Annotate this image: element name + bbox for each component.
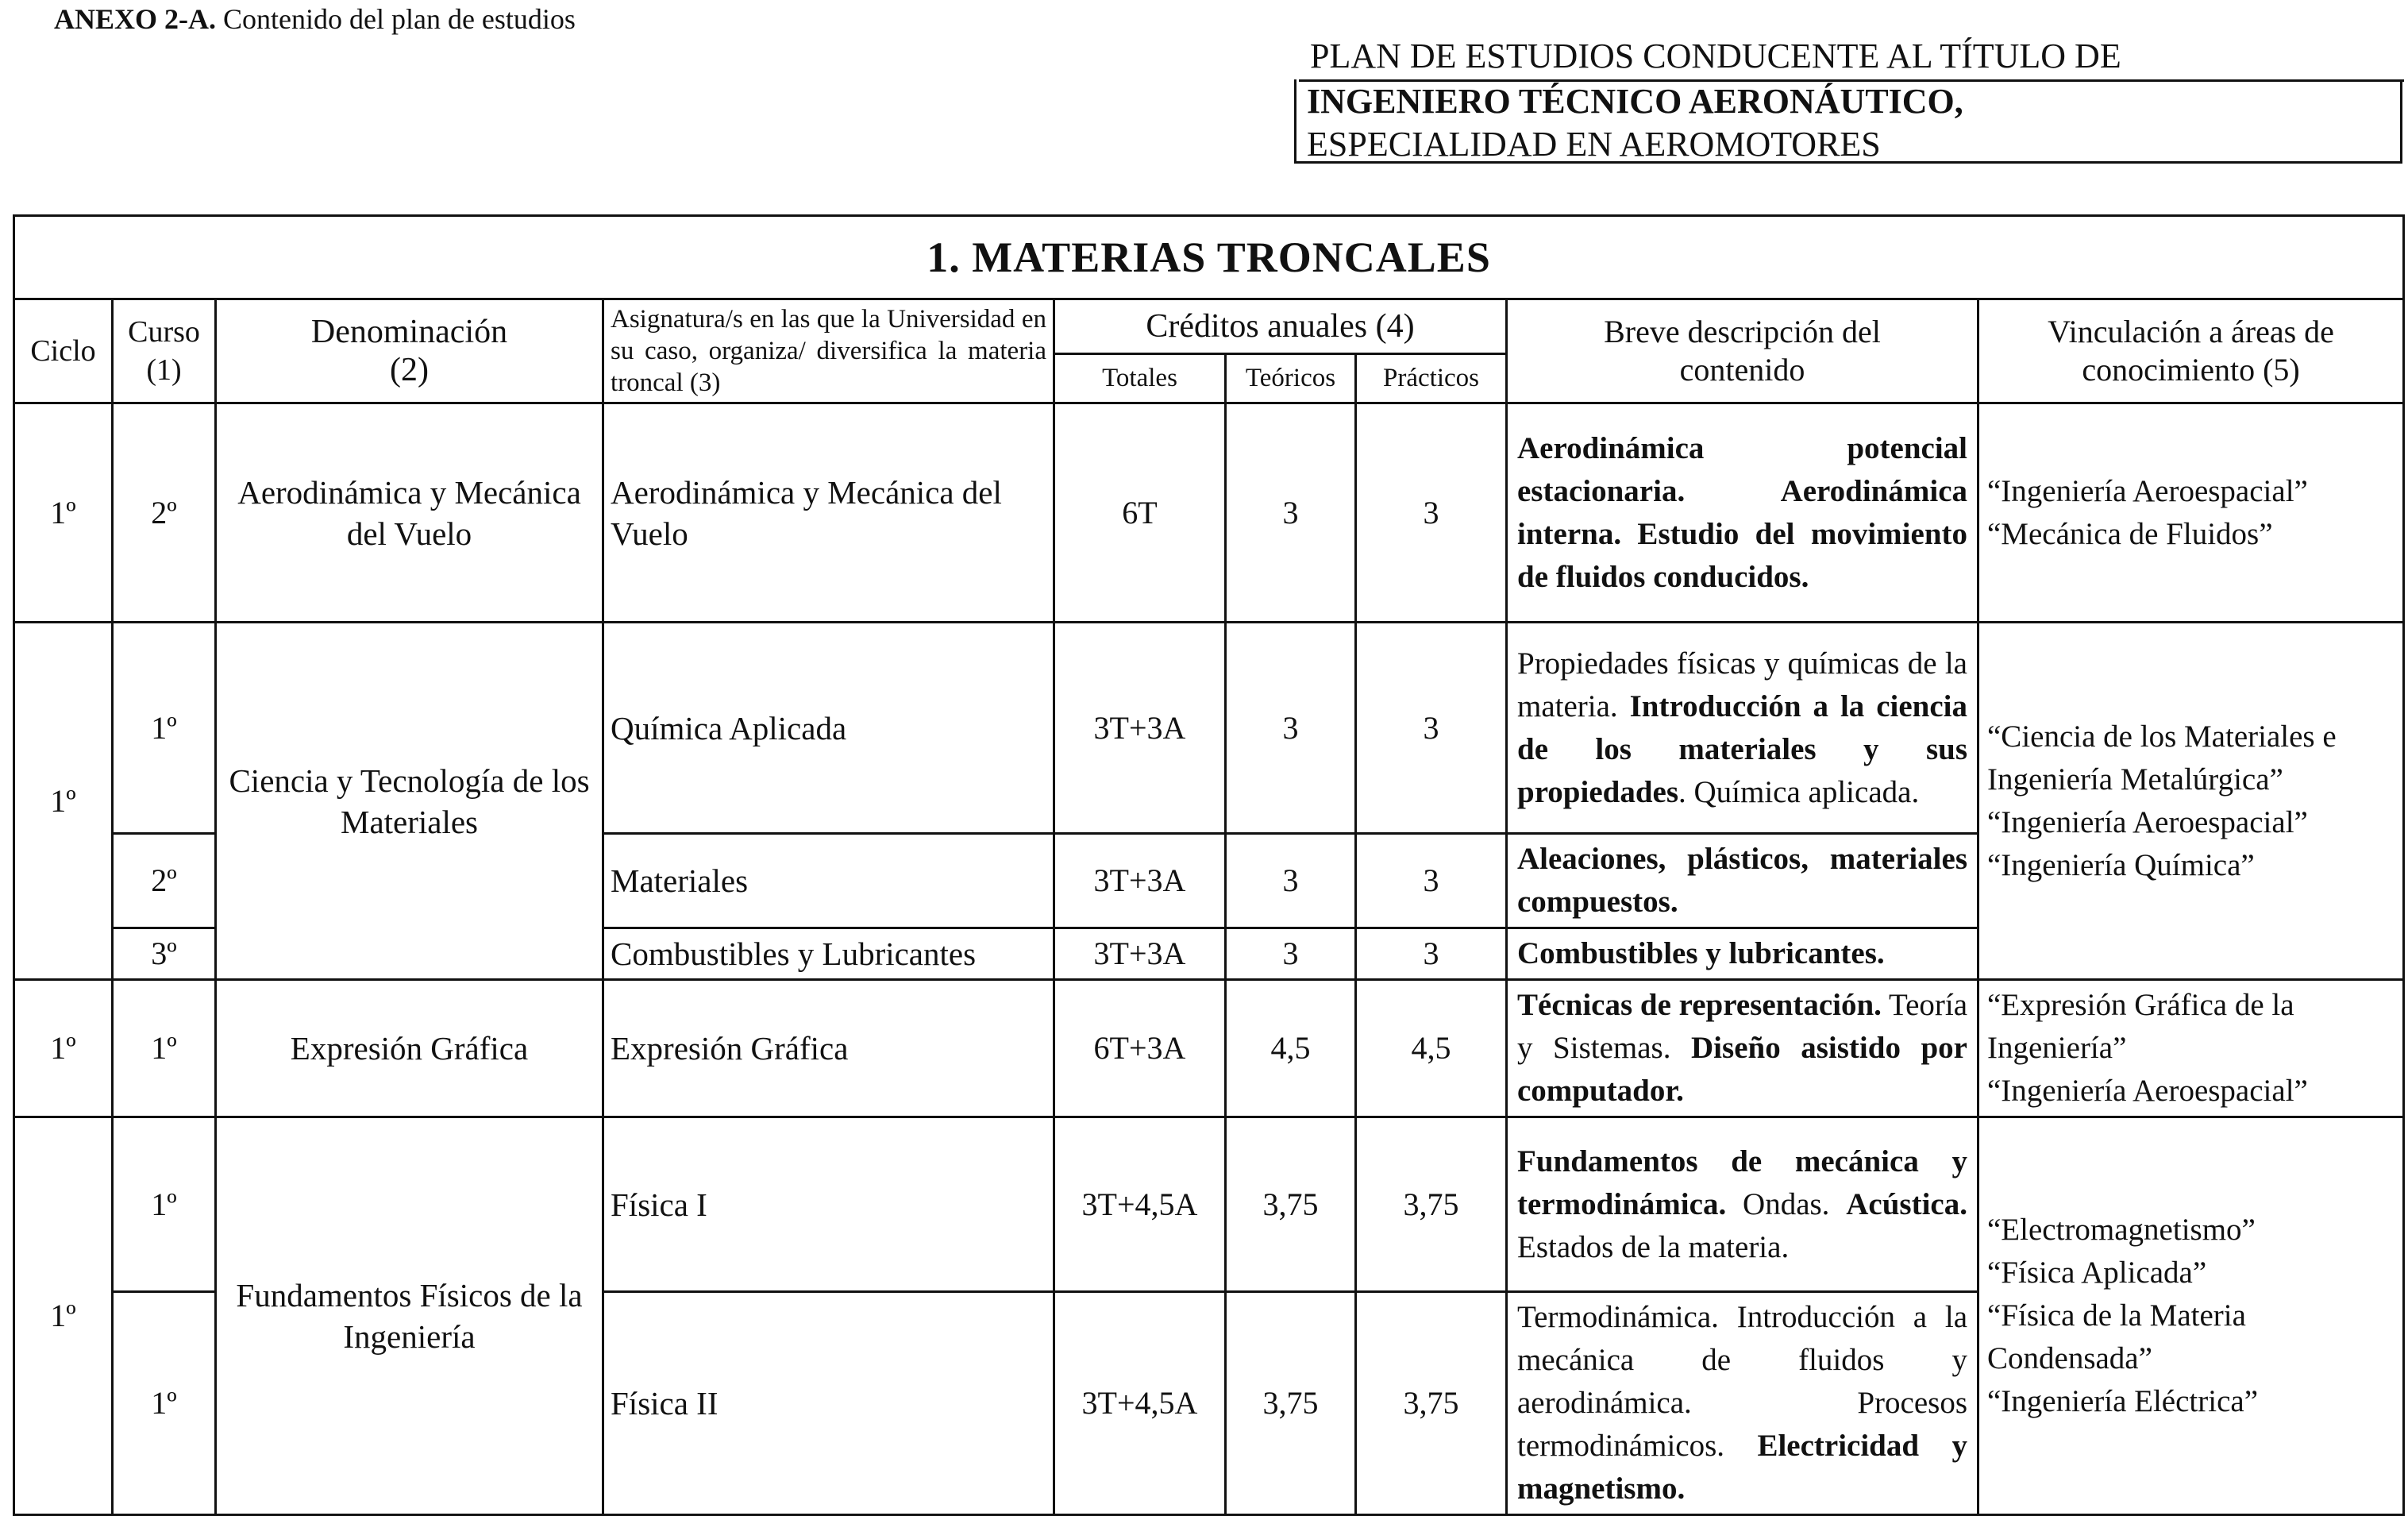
asignatura-cell: Química Aplicada — [603, 623, 1054, 834]
descripcion-text: Aerodinámica potencial estacionaria. Aerodinámica interna. Estudio del movimiento de fluidos conducidos. — [1517, 430, 1967, 594]
asignatura-cell: Combustibles y Lubricantes — [603, 928, 1054, 980]
teoricos-cell: 3 — [1226, 928, 1356, 980]
totales-cell: 6T — [1054, 403, 1226, 623]
totales-cell: 6T+3A — [1054, 980, 1226, 1117]
title-row — [14, 216, 2404, 299]
vinculacion-area: “Ingeniería Aeroespacial” — [1987, 473, 2308, 508]
descripcion-cell — [1507, 928, 1978, 980]
asignatura-cell: Física II — [603, 1292, 1054, 1515]
vinculacion-area: “Expresión Gráfica de la Ingeniería” — [1987, 988, 2294, 1065]
ciclo-cell: 1º — [14, 623, 113, 980]
vinculacion-cell — [1978, 1117, 2404, 1515]
curso-cell: 1º — [113, 1292, 216, 1515]
descripcion-cell — [1507, 1292, 1978, 1515]
ciclo-cell: 1º — [14, 1117, 113, 1515]
vinculacion-area: “Ingeniería Aeroespacial” — [1987, 804, 2308, 839]
descripcion-text: Termodinámica. Introducción a la mecánica de fluidos y aerodinámica. Procesos termodinámicos. — [1517, 1300, 1967, 1463]
col-practicos-header: Prácticos — [1356, 353, 1507, 403]
teoricos-cell: 3 — [1226, 403, 1356, 623]
teoricos-cell: 3,75 — [1226, 1117, 1356, 1292]
practicos-cell: 4,5 — [1356, 980, 1507, 1117]
col-ciclo-header: Ciclo — [14, 299, 113, 403]
header-row-1 — [14, 299, 2404, 354]
vinculacion-area: “Física Aplicada” — [1987, 1256, 2207, 1290]
col-creditos-header: Créditos anuales (4) — [1054, 299, 1507, 354]
descripcion-text: Teoría y Sistemas. — [1517, 988, 1968, 1065]
practicos-cell: 3 — [1356, 623, 1507, 834]
col-denominacion-note: (2) — [390, 352, 429, 388]
vinculacion-area: “Ingeniería Eléctrica” — [1987, 1384, 2259, 1418]
vinculacion-area: “Física de la Materia Condensada” — [1987, 1298, 2246, 1375]
practicos-cell: 3 — [1356, 403, 1507, 623]
descripcion-cell — [1507, 623, 1978, 834]
vinculacion-area: “Mecánica de Fluidos” — [1987, 516, 2273, 551]
col-asignatura-header: Asignatura/s en las que la Universidad en su caso, organiza/ diversifica la materia troncal (3) — [603, 299, 1054, 403]
descripcion-cell — [1507, 980, 1978, 1117]
practicos-cell: 3 — [1356, 928, 1507, 980]
descripcion-text: Introducción a la ciencia de los materiales y sus propiedades — [1517, 689, 1967, 809]
practicos-cell: 3 — [1356, 834, 1507, 928]
col-denominacion-label: Denominación — [310, 314, 508, 350]
totales-cell: 3T+4,5A — [1054, 1117, 1226, 1292]
descripcion-text: . Química aplicada. — [1678, 774, 1920, 809]
denominacion-cell: Ciencia y Tecnología de los Materiales — [216, 623, 603, 980]
vinculacion-cell — [1978, 980, 2404, 1117]
curso-cell: 1º — [113, 980, 216, 1117]
vinculacion-area: “Electromagnetismo” — [1987, 1213, 2256, 1247]
curso-cell: 3º — [113, 928, 216, 980]
totales-cell: 3T+4,5A — [1054, 1292, 1226, 1515]
plan-title-degree: INGENIERO TÉCNICO AERONÁUTICO, — [1307, 82, 1963, 121]
descripcion-text: Acústica. — [1846, 1186, 1967, 1221]
denominacion-cell: Expresión Gráfica — [216, 980, 603, 1117]
curso-cell: 1º — [113, 623, 216, 834]
descripcion-text: Propiedades físicas y químicas de la materia. — [1517, 646, 1967, 723]
descripcion-text: Estados de la materia. — [1517, 1229, 1790, 1264]
table-row — [14, 1117, 2404, 1292]
ciclo-cell: 1º — [14, 403, 113, 623]
teoricos-cell: 3 — [1226, 834, 1356, 928]
asignatura-cell: Física I — [603, 1117, 1054, 1292]
denominacion-cell: Aerodinámica y Mecánica del Vuelo — [216, 403, 603, 623]
asignatura-cell: Expresión Gráfica — [603, 980, 1054, 1117]
col-teoricos-header: Teóricos — [1226, 353, 1356, 403]
denominacion-cell: Fundamentos Físicos de la Ingeniería — [216, 1117, 603, 1515]
plan-title-specialty: ESPECIALIDAD EN AEROMOTORES — [1307, 125, 1881, 164]
vinculacion-area: “Ingeniería Química” — [1987, 847, 2255, 882]
col-denominacion-header — [216, 299, 603, 403]
curso-cell: 2º — [113, 834, 216, 928]
descripcion-cell — [1507, 834, 1978, 928]
practicos-cell: 3,75 — [1356, 1292, 1507, 1515]
descripcion-text: Electricidad y magnetismo. — [1517, 1429, 1967, 1506]
totales-cell: 3T+3A — [1054, 928, 1226, 980]
vinculacion-area: “Ciencia de los Materiales e Ingeniería Metalúrgica” — [1987, 719, 2337, 797]
annex-subtitle: Contenido del plan de estudios — [216, 3, 576, 35]
asignatura-cell: Materiales — [603, 834, 1054, 928]
table-row — [14, 403, 2404, 623]
table-row — [14, 623, 2404, 834]
descripcion-text: Ondas. — [1726, 1186, 1847, 1221]
col-curso-note: (1) — [146, 353, 182, 387]
descripcion-cell — [1507, 1117, 1978, 1292]
table-row — [14, 980, 2404, 1117]
descripcion-text: Diseño asistido por computador. — [1517, 1031, 1967, 1108]
descripcion-cell — [1507, 403, 1978, 623]
descripcion-text: Combustibles y lubricantes. — [1517, 936, 1885, 970]
totales-cell: 3T+3A — [1054, 834, 1226, 928]
teoricos-cell: 4,5 — [1226, 980, 1356, 1117]
asignatura-cell: Aerodinámica y Mecánica del Vuelo — [603, 403, 1054, 623]
vinculacion-cell — [1978, 623, 2404, 980]
vinculacion-cell — [1978, 403, 2404, 623]
col-descripcion-header: Breve descripción del contenido — [1507, 299, 1978, 403]
plan-title-line1: PLAN DE ESTUDIOS CONDUCENTE AL TÍTULO DE — [1310, 37, 2121, 75]
table-title: 1. MATERIAS TRONCALES — [14, 216, 2404, 299]
ciclo-cell: 1º — [14, 980, 113, 1117]
annex-heading — [54, 2, 576, 37]
col-curso-header — [113, 299, 216, 403]
teoricos-cell: 3,75 — [1226, 1292, 1356, 1515]
col-curso-label: Curso — [128, 315, 200, 349]
annex-label: ANEXO 2-A. — [54, 3, 216, 35]
col-vinculacion-header: Vinculación a áreas de conocimiento (5) — [1978, 299, 2404, 403]
descripcion-text: Técnicas de representación. — [1517, 988, 1882, 1022]
teoricos-cell: 3 — [1226, 623, 1356, 834]
subjects-table — [13, 214, 2405, 1516]
descripcion-text: Aleaciones, plásticos, materiales compuestos. — [1517, 842, 1967, 919]
vinculacion-area: “Ingeniería Aeroespacial” — [1987, 1074, 2308, 1108]
curso-cell: 1º — [113, 1117, 216, 1292]
curso-cell: 2º — [113, 403, 216, 623]
col-totales-header: Totales — [1054, 353, 1226, 403]
descripcion-text: Fundamentos de mecánica y termodinámica. — [1517, 1144, 1967, 1221]
practicos-cell: 3,75 — [1356, 1117, 1507, 1292]
totales-cell: 3T+3A — [1054, 623, 1226, 834]
